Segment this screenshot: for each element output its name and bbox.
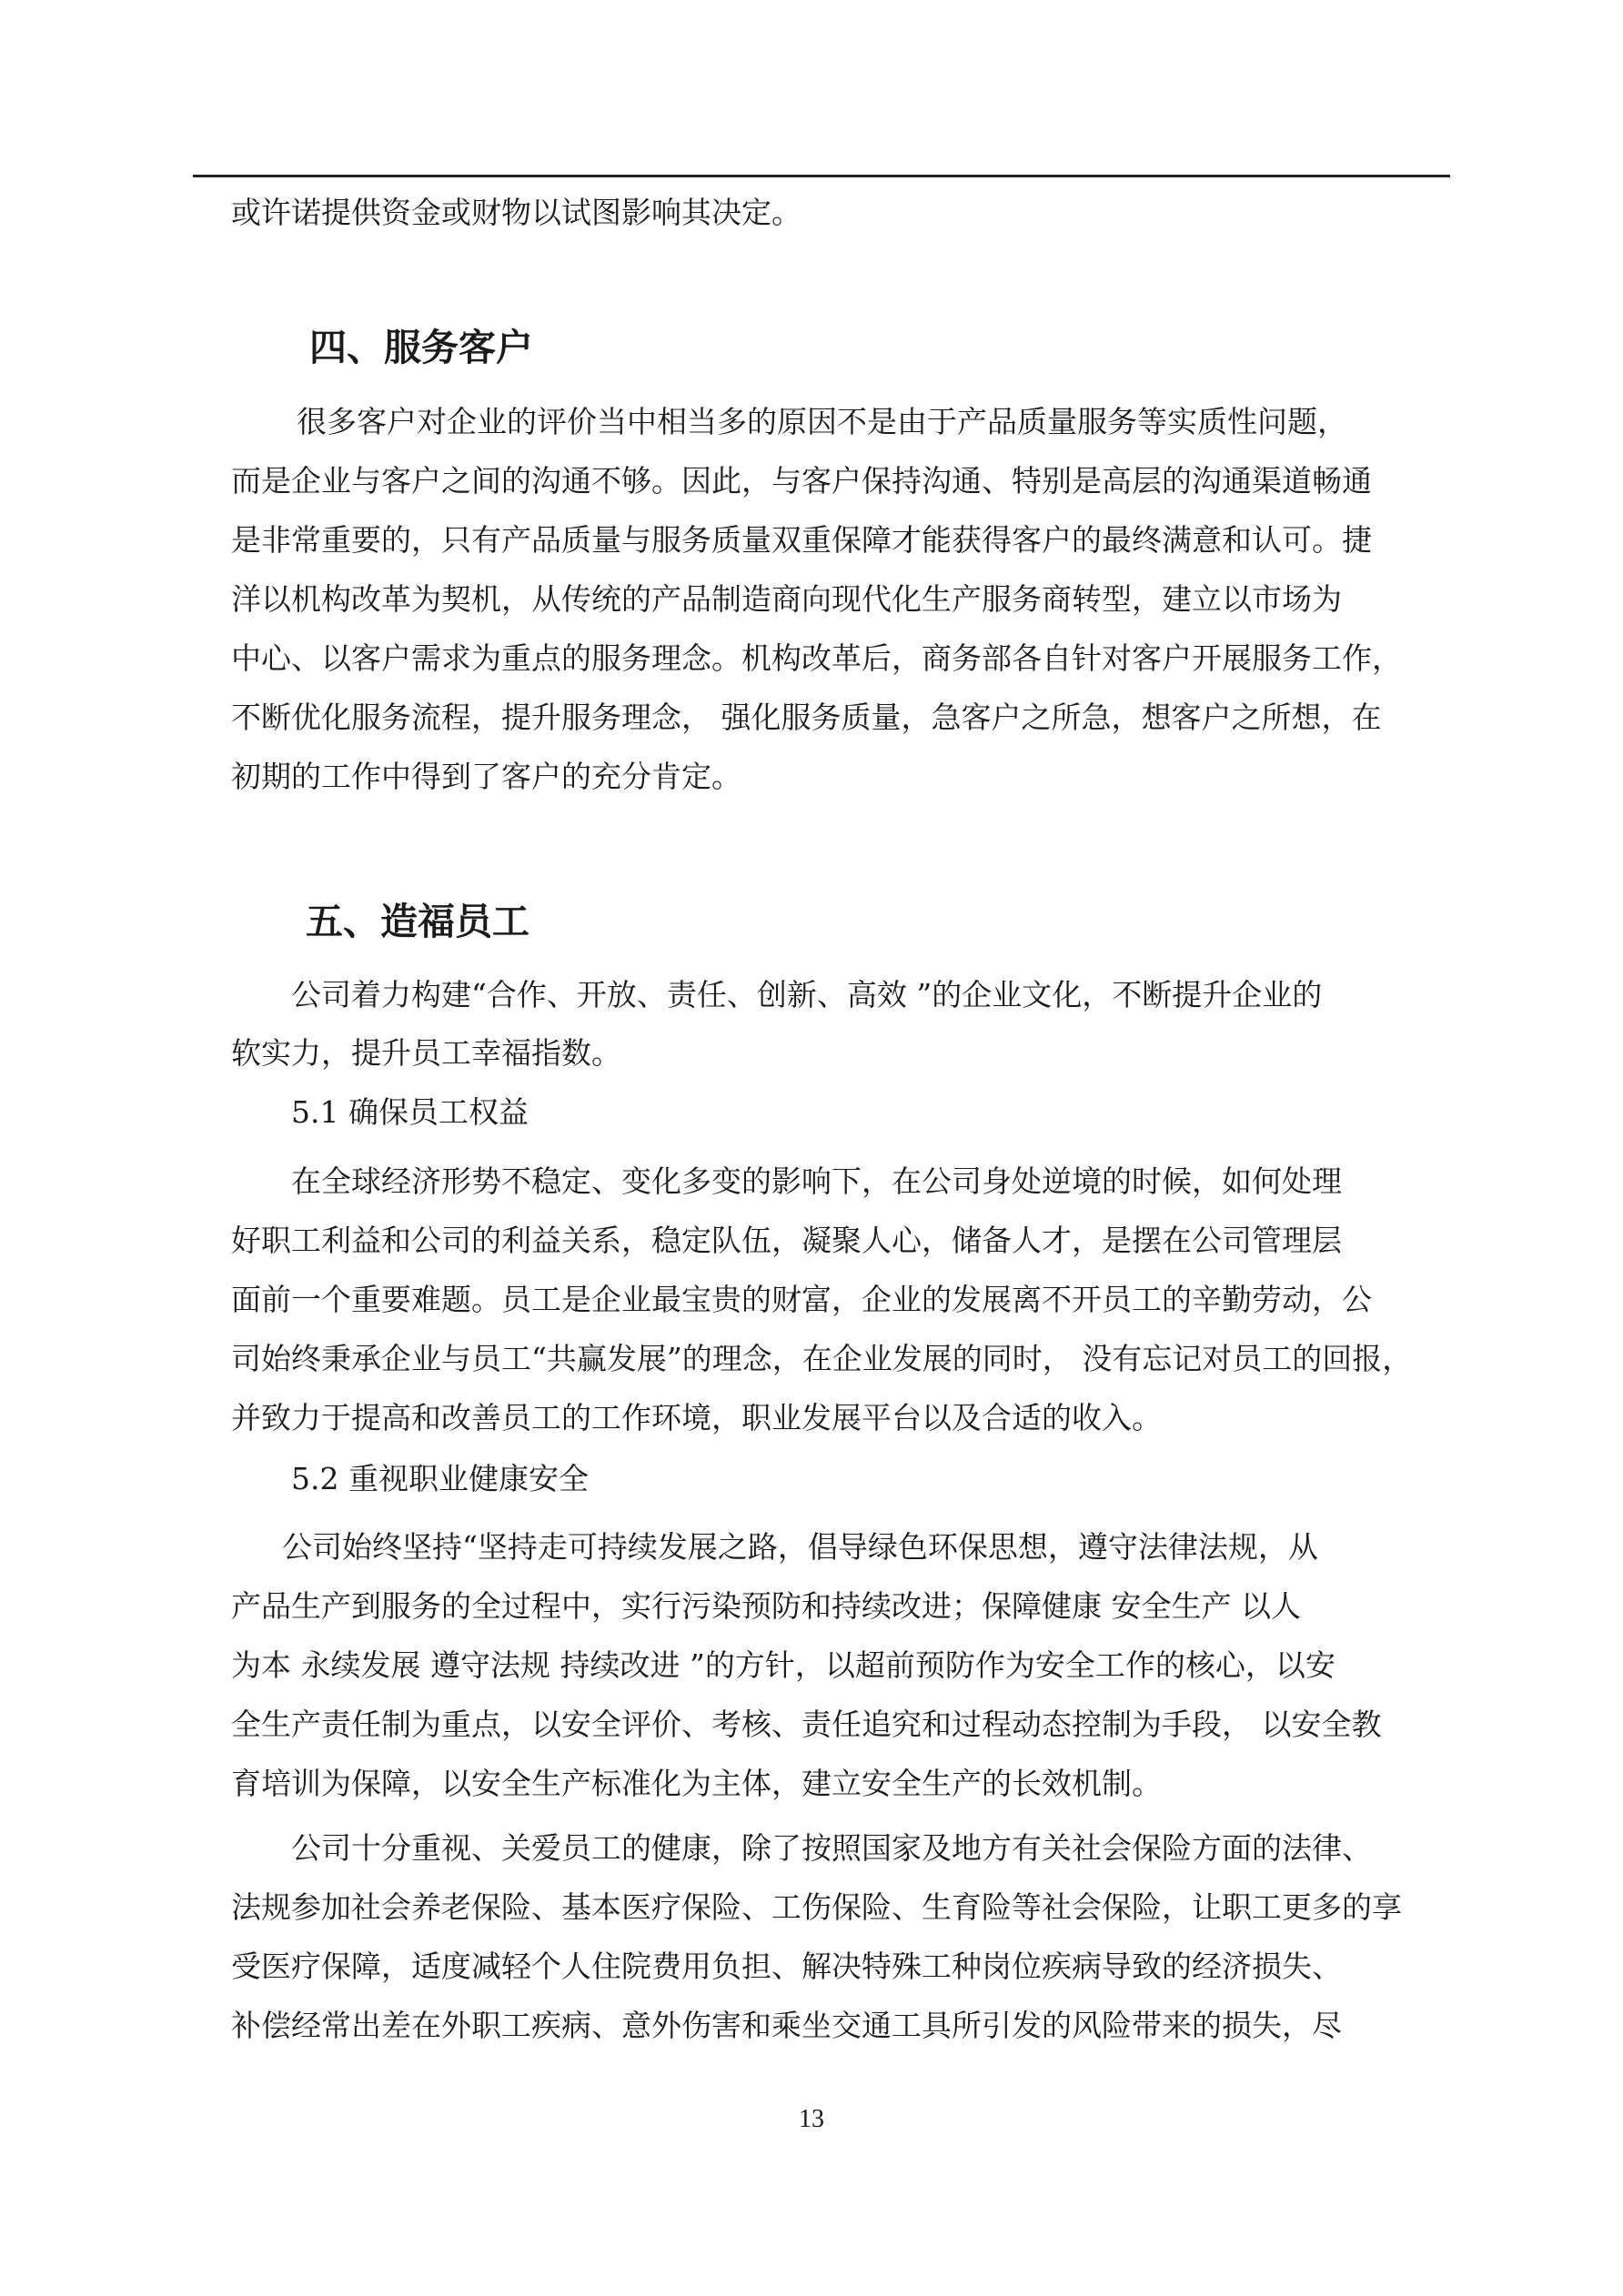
sub2-para1-line-5: 育培训为保障，以安全生产标准化为主体，建立安全生产的长效机制。 — [231, 1766, 1162, 1801]
subsection-heading-5-2: 5.2 重视职业健康安全 — [291, 1461, 589, 1496]
section4-line-1: 很多客户对企业的评价当中相当多的原因不是由于产品质量服务等实质性问题， — [297, 404, 1347, 439]
sub2-para1-line-2: 产品生产到服务的全过程中，实行污染预防和持续改进；保障健康 安全生产 以人 — [231, 1588, 1301, 1624]
section4-line-4: 洋以机构改革为契机，从传统的产品制造商向现代化生产服务商转型，建立以市场为 — [231, 581, 1342, 617]
section-heading-5: 五、造福员工 — [306, 900, 529, 943]
section4-line-6: 不断优化服务流程，提升服务理念， 强化服务质量，急客户之所急，想客户之所想，在 — [231, 700, 1382, 735]
sub2-para1-line-4: 全生产责任制为重点，以安全评价、考核、责任追究和过程动态控制为手段， 以安全教 — [231, 1707, 1382, 1742]
carryover-line: 或许诺提供资金或财物以试图影响其决定。 — [231, 195, 801, 230]
section5-intro-line-2: 软实力，提升员工幸福指数。 — [231, 1035, 621, 1071]
sub2-para1-line-3: 为本 永续发展 遵守法规 持续改进 ”的方针，以超前预防作为安全工作的核心，以安 — [231, 1647, 1336, 1683]
sub1-line-5: 并致力于提高和改善员工的工作环境，职业发展平台以及合适的收入。 — [231, 1400, 1162, 1435]
section4-line-7: 初期的工作中得到了客户的充分肯定。 — [231, 759, 741, 794]
sub2-para2-line-3: 受医疗保障，适度减轻个人住院费用负担、解决特殊工种岗位疾病导致的经济损失、 — [231, 1949, 1342, 1984]
header-rule — [193, 175, 1450, 177]
section5-intro-line-1: 公司着力构建“合作、开放、责任、创新、高效 ”的企业文化，不断提升企业的 — [291, 977, 1323, 1012]
section4-line-2: 而是企业与客户之间的沟通不够。因此，与客户保持沟通、特别是高层的沟通渠道畅通 — [231, 463, 1372, 498]
page-number: 13 — [799, 2105, 824, 2133]
sub2-para2-line-4: 补偿经常出差在外职工疾病、意外伤害和乘坐交通工具所引发的风险带来的损失，尽 — [231, 2008, 1342, 2043]
sub1-line-1: 在全球经济形势不稳定、变化多变的影响下，在公司身处逆境的时候，如何处理 — [291, 1163, 1342, 1199]
sub2-para2-line-2: 法规参加社会养老保险、基本医疗保险、工伤保险、生育险等社会保险，让职工更多的享 — [231, 1889, 1402, 1925]
section-heading-4: 四、服务客户 — [309, 326, 533, 369]
sub1-line-3: 面前一个重要难题。员工是企业最宝贵的财富，企业的发展离不开员工的辛勤劳动，公 — [231, 1282, 1372, 1317]
sub1-line-2: 好职工利益和公司的利益关系，稳定队伍，凝聚人心，储备人才，是摆在公司管理层 — [231, 1223, 1342, 1258]
sub1-line-4: 司始终秉承企业与员工“共赢发展”的理念，在企业发展的同时， 没有忘记对员工的回报， — [231, 1341, 1413, 1376]
subsection-heading-5-1: 5.1 确保员工权益 — [291, 1094, 529, 1130]
sub2-para1-line-1: 公司始终坚持“坚持走可持续发展之路，倡导绿色环保思想，遵守法律法规，从 — [282, 1529, 1318, 1565]
section4-line-3: 是非常重要的，只有产品质量与服务质量双重保障才能获得客户的最终满意和认可。捷 — [231, 522, 1372, 558]
sub2-para2-line-1: 公司十分重视、关爱员工的健康，除了按照国家及地方有关社会保险方面的法律、 — [291, 1830, 1372, 1866]
section4-line-5: 中心、以客户需求为重点的服务理念。机构改革后，商务部各自针对客户开展服务工作， — [231, 640, 1402, 676]
